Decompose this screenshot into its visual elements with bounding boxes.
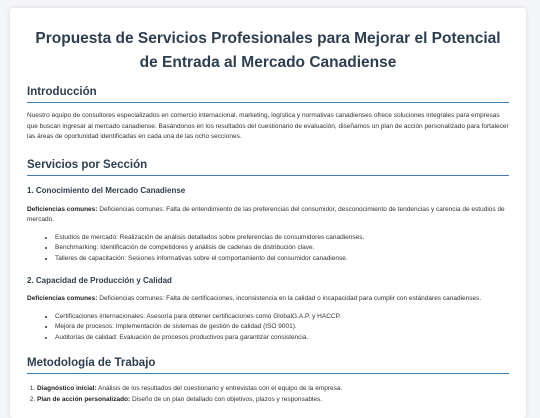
page-title: Propuesta de Servicios Profesionales para Mejorar el Potencial de Entrada al Mercado Canadiense — [35, 30, 501, 71]
list-item: • Estudios de mercado: Realización de análisis detallados sobre preferencias de consumidores canadienses. — [55, 233, 509, 244]
step-label: Plan de acción personalizado: — [37, 395, 131, 403]
methodology-heading: Metodología de Trabajo — [27, 357, 509, 374]
deficiencies-label: Deficiencias comunes: — [27, 205, 98, 213]
service-section-title: 1. Conocimiento del Mercado Canadiense — [27, 185, 186, 195]
service-section-title: 2. Capacidad de Producción y Calidad — [27, 276, 172, 285]
service-list — [27, 233, 509, 265]
list-item: • Talleres de capacitación: Sesiones informativas sobre el comportamiento del consumidor canadiense. — [55, 254, 509, 265]
deficiencies-label: Deficiencias comunes: — [27, 295, 98, 302]
services-heading: Servicios por Sección — [27, 159, 509, 176]
list-item: • Auditorías de calidad: Evaluación de procesos productivos para garantizar consistencia. — [55, 333, 509, 344]
intro-section — [27, 86, 509, 143]
methodology-section — [27, 357, 509, 405]
list-item: • Mejora de procesos: Implementación de sistemas de gestión de calidad (ISO 9001). — [55, 322, 509, 333]
deficiencies-text: Deficiencias comunes: Falta de certificaciones, inconsistencia en la calidad o incapacidad para cumplir con estándares canadienses. — [99, 295, 482, 302]
deficiencies-text: Deficiencias comunes: Falta de entendimiento de las preferencias del consumidor, desconocimiento de tendencias y carencia de estudios de mercado. — [27, 205, 505, 223]
services-section — [27, 159, 509, 344]
step-text: Análisis de los resultados del cuestionario y entrevistas con el equipo de la empresa. — [98, 385, 343, 392]
list-item — [37, 384, 509, 395]
intro-paragraph: Nuestro equipo de consultores especializados en comercio internacional, marketing, logística y normativas canadienses ofrece soluciones integrales para empresas que buscan ingresar al mercado canadiense. Basándonos en los resultados del cuestionario de evaluación, diseñamos un plan de acción personalizado para fortalecer las áreas de oportunidad identificadas en cada una de las ocho secciones. — [27, 112, 509, 140]
document-page — [10, 8, 526, 418]
intro-heading: Introducción — [27, 86, 509, 103]
step-label: Diagnóstico inicial: — [37, 385, 97, 392]
deficiencies-paragraph — [27, 294, 509, 305]
list-item — [37, 395, 509, 406]
methodology-list — [27, 384, 509, 405]
service-list — [27, 312, 509, 344]
list-item: • Certificaciones internacionales: Asesoría para obtener certificaciones como GlobalG.A.P. y HACCP. — [55, 312, 509, 323]
list-item: • Benchmarking: Identificación de competidores y análisis de cadenas de distribución clave. — [55, 243, 509, 254]
deficiencies-paragraph — [27, 205, 509, 226]
step-text: Diseño de un plan detallado con objetivos, plazos y responsables. — [132, 395, 323, 403]
